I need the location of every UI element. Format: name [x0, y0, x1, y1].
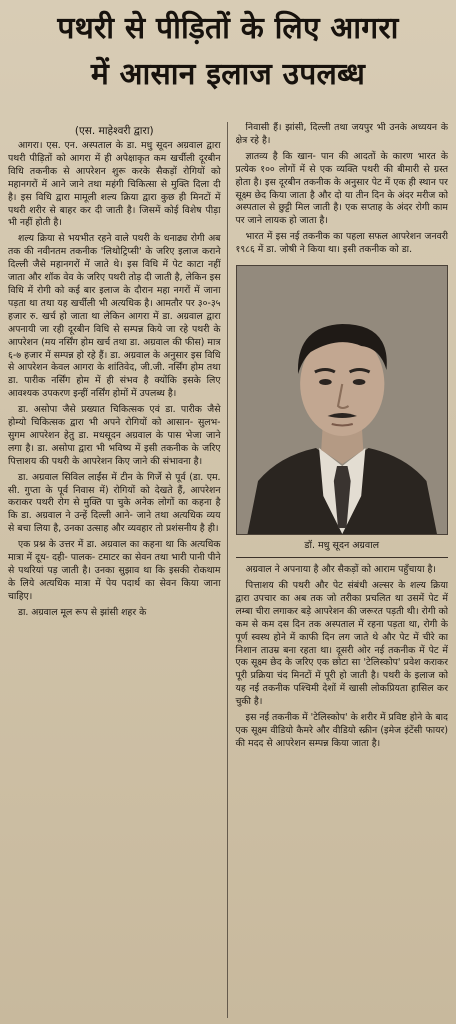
portrait-image — [237, 266, 448, 534]
byline: (एस. माहेश्वरी द्वारा) — [74, 125, 154, 137]
paragraph: भारत में इस नई तकनीक का पहला सफल आपरेशन जनवरी १९८६ में डा. जोषी ने किया था। इसी तकनीक को डा. — [235, 231, 448, 256]
headline-line-1: पथरी से पीड़ितों के लिए आगरा — [57, 11, 399, 46]
paragraph: आगरा। एस. एन. अस्पताल के डा. मधु सूदन अग्रवाल द्वारा पथरी पीड़ितों को आगरा में ही अपेक्षाकृत कम खर्चीली दूरबीन विधि तकनीक से आपरेशन शुरू करके सैकड़ों रोगियों को महानगरों में आने जाने तथा महंगी चिकित्सा से मुक्ति दिला दी है। इस विधि द्वारा मामूली शल्य क्रिया द्वारा कुछ ही मिनटों में पथरी शरीर से बाहर कर दी जाती है। जिसमें कोई विशेष पीड़ा भी नहीं होती है। — [8, 140, 221, 229]
paragraph: पित्ताशय की पथरी और पेट संबंधी अल्सर के शल्य क्रिया द्वारा उपचार का अब तक जो तरीका प्रचलित था उसमें पेट में लम्बा चीरा लगाकर बड़े आपरेशन की जरूरत पड़ती थी। रोगी को कम से कम दस दिन तक अस्पताल में रहना पड़ता था, रोगी के पूर्ण स्वस्थ होने में काफी दिन लग जाते थे और पेट में चीरे का निशान ताउम्र बना रहता था। दूसरी ओर नई तकनीक में पेट में एक सूक्ष्म छेद के जरिए एक छोटा सा 'टेलिस्कोप' प्रवेश कराकर पूरी प्रक्रिया चंद मिनटों में पूरी हो जाती है। पथरी के इलाज को यह नई तकनीक पश्चिमी देशों में खासी लोकप्रियता हासिल कर चुकी है। — [235, 579, 448, 708]
headline — [8, 6, 448, 98]
paragraph: अग्रवाल ने अपनाया है और सैकड़ों को आराम पहुँचाया है। — [245, 564, 436, 576]
paragraph: शल्य क्रिया से भयभीत रहने वाले पथरी के धनाढ्य रोगी अब तक की नवीनतम तकनीक 'लिथोट्रिप्सी' के जरिए इलाज कराने दिल्ली जैसे महानगरों में जाते थे। इस विधि में पेट काटा नहीं जाता और शॉक वेव के जरिए पथरी तोड़ दी जाती है, लेकिन इस विधि में रोगी को कई बार इलाज के दौरान महा नगरों में जाना पड़ता था तथा यह खर्चीली भी अत्यधिक है। आमतौर पर ३०-३५ हजार रु. खर्च हो जाता था लेकिन आगरा में डा. अग्रवाल द्वारा अपनायी जा रही दूरबीन विधि से सम्पन्न किये जा रहे पथरी के आपरेशन (मय नर्सिंग होम खर्च तथा डा. अग्रवाल की फीस) मात्र ६-७ हजार में सम्पन्न हो रहे हैं। डा. अग्रवाल के अनुसार इस विधि से आपरेशन केवल आगरा के शांतिवेद, जी.जी. नर्सिंग होम तथा डा. पारीक नर्सिंग होम में ही संभव है क्योंकि इसके लिए आवश्यक उपकरण इन्हीं नर्सिंग होमों में उपलब्ध है। — [8, 233, 221, 400]
right-column — [228, 122, 449, 1018]
article-columns — [8, 122, 448, 1018]
paragraph: इस नई तकनीक में 'टेलिस्कोप' के शरीर में प्रविष्ट होने के बाद एक सूक्ष्म वीडियो कैमरे और वीडियो स्क्रीन (इमेज इंटेंसी फायर) की मदद से आपरेशन सम्पन्न किया जाता है। — [235, 712, 448, 749]
paragraph: डा. अग्रवाल सिविल लाईंस में टीन के गिर्जे से पूर्व (डा. एम. सी. गुप्ता के पूर्व निवास में) रोगियों को देखते हैं, आपरेशन कराकर पथरी रोग से मुक्ति पा चुके अनेक लोगों का कहना है कि डा. अग्रवाल ने उन्हें दिल्ली आने- जाने तथा अत्यधिक व्यय से बचा लिया है, उनका उत्साह और व्यवहार तो प्रशंसनीय है ही। — [8, 471, 221, 535]
photo-caption: डॉ. मधु सूदन अग्रवाल — [236, 539, 449, 558]
paragraph: निवासी हैं। झांसी, दिल्ली तथा जयपुर भी उनके अध्ययन के क्षेत्र रहे है। — [235, 122, 448, 146]
paragraph: एक प्रश्न के उत्तर में डा. अग्रवाल का कहना था कि अत्यधिक मात्रा में दूध- दही- पालक- टमाटर का सेवन तथा भारी पानी पीने से पथरियां पड़ जाती है। उनका सुझाव था कि इसकी रोकथाम के लिये अत्यधिक मात्रा में पेय पदार्थ का सेवन किया जाना चाहिए। — [8, 539, 221, 602]
left-column — [8, 122, 227, 1018]
paragraph: डा. अग्रवाल मूल रूप से झांसी शहर के — [18, 606, 147, 618]
column-divider — [227, 122, 228, 1018]
paragraph: ज्ञातव्य है कि खान- पान की आदतों के कारण भारत के प्रत्येक १०० लोगों में से एक व्यक्ति पथरी की बीमारी से ग्रस्त होता है। इस दूरबीन तकनीक के अनुसार पेट में एक ही स्थान पर सूक्ष्म छेद किया जाता है और दो या तीन दिन के अंदर मरीज को अस्पताल से छुट्टी मिल जाती है। एक सप्ताह के अंदर रोगी काम पर जाने लायक हो जाता है। — [235, 150, 448, 227]
headline-line-2: में आसान इलाज उपलब्ध — [90, 57, 366, 92]
paragraph: डा. असोपा जैसे प्रख्यात चिकित्सक एवं डा. पारीक जैसे होम्यो चिकित्सक द्वारा भी अपने रोगियों को आसान- सुलभ- सुगम आपरेशन हेतु डा. मधसूदन अग्रवाल के पास भेजा जाने लगा है। डा. असोपा द्वारा भी भविष्य में इसी तकनीक के जरिए पित्ताशय की पथरी के आपरेशन किए जाने की संभावना है। — [8, 404, 221, 467]
portrait-photo — [236, 265, 449, 535]
